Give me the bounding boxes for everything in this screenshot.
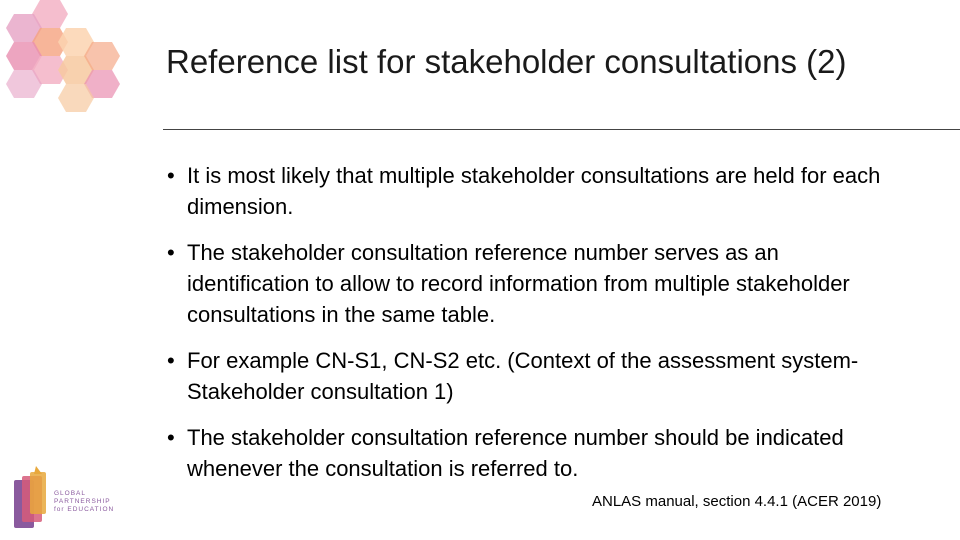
logo-line: for EDUCATION — [54, 506, 115, 513]
bullet-text: The stakeholder consultation reference number should be indicated whenever the consultation is referred to. — [187, 425, 844, 481]
bullet-text: The stakeholder consultation reference number serves as an identification to allow to record information from multiple stakeholder consultations in the same table. — [187, 240, 850, 327]
logo-book-shape — [30, 472, 46, 514]
slide-title: Reference list for stakeholder consultations (2) — [166, 43, 847, 80]
bullet-item — [166, 160, 906, 222]
hexagon-pattern-decoration — [0, 0, 135, 115]
bullet-text: For example CN-S1, CN-S2 etc. (Context of the assessment system-Stakeholder consultation 1) — [187, 348, 859, 404]
bullet-marker: • — [167, 348, 175, 373]
title-divider — [163, 129, 960, 130]
gpe-logo-text — [54, 490, 114, 514]
bullet-marker: • — [167, 163, 175, 188]
logo-line: PARTNERSHIP — [54, 498, 111, 505]
bullet-text: It is most likely that multiple stakeholder consultations are held for each dimension. — [187, 163, 881, 219]
logo-line: GLOBAL — [54, 490, 87, 497]
bullet-marker: • — [167, 425, 175, 450]
bullet-marker: • — [167, 240, 175, 265]
bullet-item — [166, 237, 906, 330]
logo-flame-shape — [34, 466, 42, 474]
source-citation: ANLAS manual, section 4.4.1 (ACER 2019) — [592, 493, 882, 510]
bullet-list — [166, 160, 906, 499]
bullet-item — [166, 345, 906, 407]
bullet-item — [166, 422, 906, 484]
